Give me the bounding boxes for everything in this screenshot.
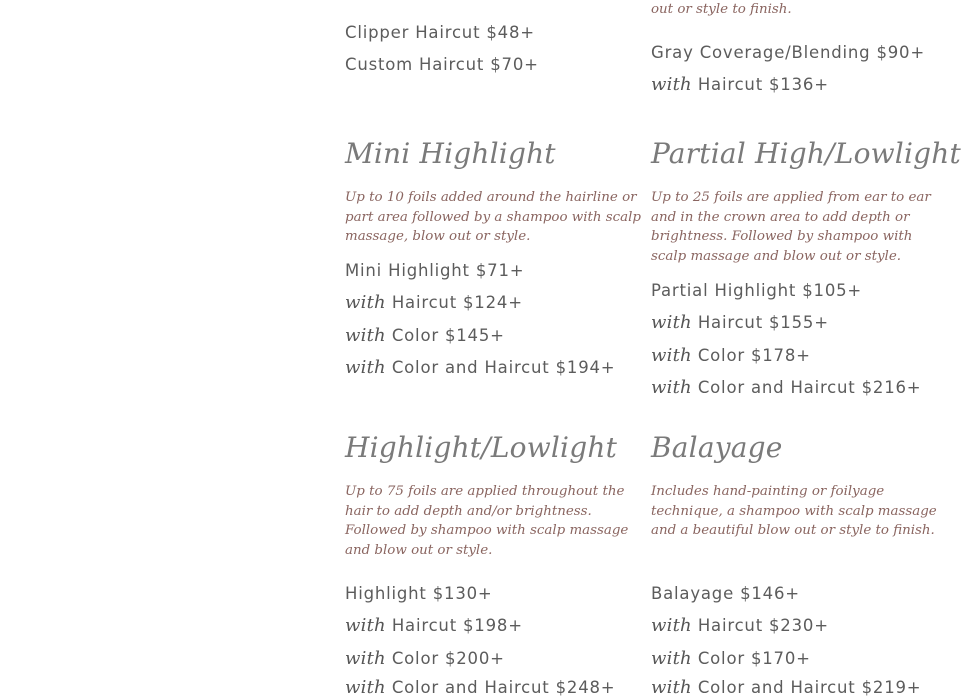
price-line — [345, 292, 523, 314]
price-line — [651, 648, 811, 670]
price-line — [651, 377, 921, 399]
price-text: Highlight $130+ — [345, 584, 493, 603]
price-text: Partial Highlight $105+ — [651, 281, 863, 300]
price-line — [651, 583, 800, 605]
service-description-tail: out or style to finish. — [651, 2, 792, 17]
with-label: with — [651, 312, 692, 333]
price-line-clipper-haircut: Clipper Haircut $48+ — [345, 23, 535, 42]
with-label: with — [651, 615, 692, 636]
with-label: with — [345, 615, 386, 636]
with-label: with — [651, 377, 692, 398]
price-line — [651, 74, 829, 96]
service-title-mini-highlight: Mini Highlight — [345, 137, 556, 170]
with-label: with — [651, 648, 692, 669]
price-line — [345, 677, 615, 699]
price-line — [651, 677, 921, 699]
price-line — [345, 583, 493, 605]
price-text: Mini Highlight $71+ — [345, 261, 525, 280]
service-title-partial-high-lowlight: Partial High/Lowlight — [651, 137, 961, 170]
right-column — [651, 0, 961, 698]
price-line — [345, 260, 524, 282]
price-text: Color $170+ — [691, 649, 811, 668]
price-line — [345, 325, 505, 347]
price-text: Haircut $136+ — [691, 75, 829, 94]
price-text: Balayage $146+ — [651, 584, 800, 603]
price-text: Color and Haircut $194+ — [385, 358, 616, 377]
price-text: Haircut $155+ — [691, 313, 829, 332]
price-text: Color $145+ — [385, 326, 505, 345]
with-label: with — [651, 345, 692, 366]
with-label: with — [345, 357, 386, 378]
with-label: with — [345, 648, 386, 669]
price-line — [345, 357, 615, 379]
with-label: with — [651, 74, 692, 95]
service-title-balayage: Balayage — [651, 431, 783, 464]
service-description-balayage: Includes hand-painting or foilyage technique, a shampoo with scalp massage and a beautiful blow out or style to finish. — [651, 484, 937, 538]
with-label: with — [651, 677, 692, 698]
price-text: Haircut $230+ — [691, 616, 829, 635]
left-column — [345, 0, 645, 698]
price-line — [345, 648, 505, 670]
with-label: with — [345, 677, 386, 698]
price-text: Color $178+ — [691, 346, 811, 365]
price-text: Haircut $124+ — [385, 293, 523, 312]
price-text: Color and Haircut $216+ — [691, 378, 922, 397]
price-text: Color and Haircut $248+ — [385, 678, 616, 697]
service-title-highlight-lowlight: Highlight/Lowlight — [345, 431, 618, 464]
price-line — [651, 280, 862, 302]
price-line-custom-haircut: Custom Haircut $70+ — [345, 55, 539, 74]
price-text: Color $200+ — [385, 649, 505, 668]
service-description-mini-highlight: Up to 10 foils added around the hairline or part area followed by a shampoo with scalp massage, blow out or style. — [345, 190, 641, 244]
service-description-highlight-lowlight: Up to 75 foils are applied throughout the hair to add depth and/or brightness. Followed by shampoo with scalp massage and blow out or style. — [345, 484, 629, 558]
price-line — [651, 615, 829, 637]
price-line-gray-coverage — [651, 42, 925, 64]
price-line — [651, 345, 811, 367]
with-label: with — [345, 325, 386, 346]
service-description-partial: Up to 25 foils are applied from ear to ear and in the crown area to add depth or brightness. Followed by shampoo with scalp massage and blow out or style. — [651, 190, 931, 264]
with-label: with — [345, 292, 386, 313]
price-text: Haircut $198+ — [385, 616, 523, 635]
price-line — [651, 312, 829, 334]
price-text: Color and Haircut $219+ — [691, 678, 922, 697]
price-line — [345, 615, 523, 637]
price-text: Gray Coverage/Blending $90+ — [651, 43, 925, 62]
